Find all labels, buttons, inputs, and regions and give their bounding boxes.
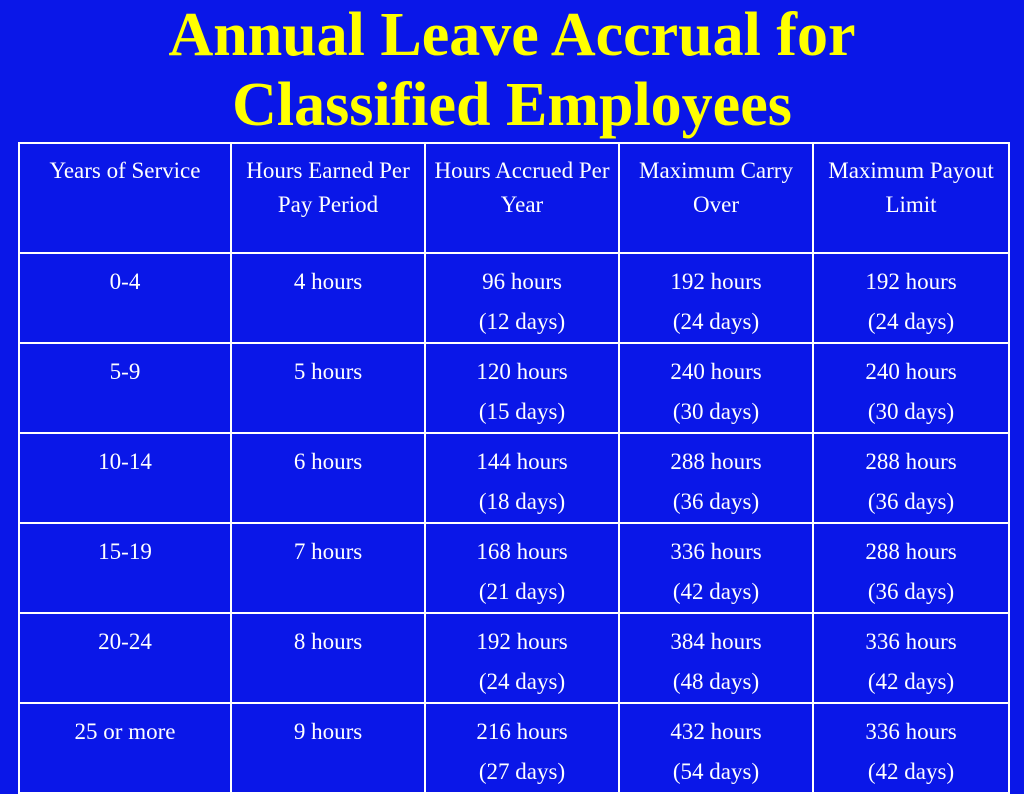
cell-payout-days: (36 days) — [867, 489, 955, 514]
cell-earned: 8 hours — [231, 613, 425, 703]
leave-accrual-table — [18, 142, 1010, 794]
slide-title — [0, 0, 1024, 140]
cell-earned: 4 hours — [231, 253, 425, 343]
table-row — [19, 253, 1009, 343]
cell-payout-hours: 288 hours — [865, 539, 957, 564]
cell-accrued-days: (15 days) — [478, 399, 566, 424]
cell-payout — [813, 343, 1009, 433]
cell-payout-hours: 288 hours — [865, 449, 957, 474]
cell-earned: 7 hours — [231, 523, 425, 613]
table-row — [19, 523, 1009, 613]
cell-earned: 9 hours — [231, 703, 425, 793]
cell-payout — [813, 433, 1009, 523]
table-row — [19, 343, 1009, 433]
cell-payout-hours: 336 hours — [865, 629, 957, 654]
cell-carry-days: (36 days) — [672, 489, 760, 514]
cell-accrued-hours: 168 hours — [476, 539, 568, 564]
cell-accrued — [425, 703, 619, 793]
table-row — [19, 613, 1009, 703]
cell-years: 25 or more — [19, 703, 231, 793]
cell-payout-hours: 336 hours — [865, 719, 957, 744]
cell-carry — [619, 703, 813, 793]
cell-accrued — [425, 523, 619, 613]
cell-payout-days: (36 days) — [867, 579, 955, 604]
cell-years: 15-19 — [19, 523, 231, 613]
cell-years: 20-24 — [19, 613, 231, 703]
header-maximum-payout-limit: Maximum Payout Limit — [813, 143, 1009, 253]
cell-carry — [619, 613, 813, 703]
cell-earned: 5 hours — [231, 343, 425, 433]
cell-earned: 6 hours — [231, 433, 425, 523]
header-hours-accrued-per-year: Hours Accrued Per Year — [425, 143, 619, 253]
cell-payout-days: (30 days) — [867, 399, 955, 424]
table-row — [19, 703, 1009, 793]
cell-carry-hours: 240 hours — [670, 359, 762, 384]
cell-accrued-days: (24 days) — [478, 669, 566, 694]
table-row — [19, 433, 1009, 523]
cell-carry — [619, 253, 813, 343]
cell-payout-hours: 192 hours — [865, 269, 957, 294]
cell-payout — [813, 523, 1009, 613]
cell-carry-days: (54 days) — [672, 759, 760, 784]
cell-carry-hours: 192 hours — [670, 269, 762, 294]
cell-carry-hours: 336 hours — [670, 539, 762, 564]
header-maximum-carry-over: Maximum Carry Over — [619, 143, 813, 253]
cell-years: 10-14 — [19, 433, 231, 523]
cell-payout-days: (24 days) — [867, 309, 955, 334]
cell-accrued-days: (12 days) — [478, 309, 566, 334]
cell-carry-days: (30 days) — [672, 399, 760, 424]
slide-title-line-1: Annual Leave Accrual for — [168, 1, 856, 69]
cell-accrued-hours: 192 hours — [476, 629, 568, 654]
cell-carry — [619, 343, 813, 433]
cell-payout — [813, 253, 1009, 343]
cell-accrued-days: (18 days) — [478, 489, 566, 514]
cell-accrued-hours: 120 hours — [476, 359, 568, 384]
cell-accrued — [425, 253, 619, 343]
cell-years: 0-4 — [19, 253, 231, 343]
cell-accrued — [425, 613, 619, 703]
cell-carry-hours: 384 hours — [670, 629, 762, 654]
cell-accrued-days: (27 days) — [478, 759, 566, 784]
cell-payout-hours: 240 hours — [865, 359, 957, 384]
cell-payout-days: (42 days) — [867, 759, 955, 784]
cell-carry — [619, 523, 813, 613]
cell-carry-days: (48 days) — [672, 669, 760, 694]
cell-accrued-hours: 96 hours — [482, 269, 562, 294]
cell-payout — [813, 703, 1009, 793]
cell-carry — [619, 433, 813, 523]
cell-payout-days: (42 days) — [867, 669, 955, 694]
header-years-of-service: Years of Service — [19, 143, 231, 253]
cell-carry-days: (24 days) — [672, 309, 760, 334]
cell-accrued — [425, 433, 619, 523]
cell-accrued-hours: 216 hours — [476, 719, 568, 744]
cell-accrued-hours: 144 hours — [476, 449, 568, 474]
cell-carry-days: (42 days) — [672, 579, 760, 604]
header-hours-earned-per-pay-period: Hours Earned Per Pay Period — [231, 143, 425, 253]
cell-carry-hours: 432 hours — [670, 719, 762, 744]
cell-carry-hours: 288 hours — [670, 449, 762, 474]
cell-payout — [813, 613, 1009, 703]
cell-accrued-days: (21 days) — [478, 579, 566, 604]
cell-years: 5-9 — [19, 343, 231, 433]
cell-accrued — [425, 343, 619, 433]
slide-title-line-2: Classified Employees — [232, 71, 792, 139]
table-header-row — [19, 143, 1009, 253]
